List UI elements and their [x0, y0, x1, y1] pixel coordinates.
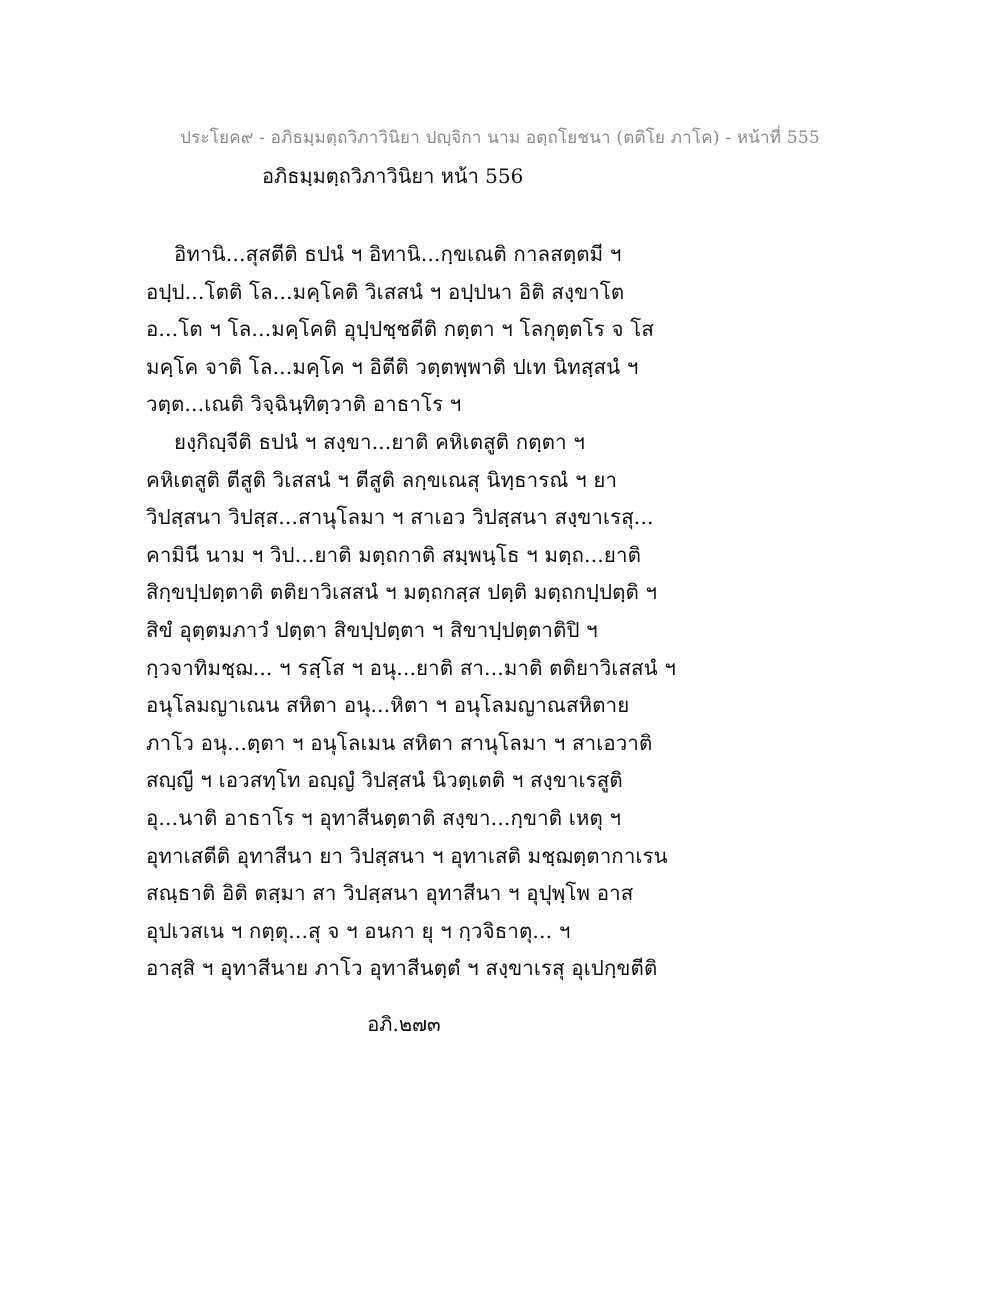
body-line: ภาโว อนุ...ตฺตา ฯ อนุโลเมน สหิตา สานุโลมา ฯ สาเอวาติ: [146, 730, 653, 755]
body-line: สิขํ อุตฺตมภาวํ ปตฺตา สิขปฺปตฺตา ฯ สิขาปฺปตฺตาติปิ ฯ: [146, 617, 598, 642]
page-footer: อภิ.๒๗๓: [367, 1012, 441, 1036]
body-line: อุ...นาติ อาธาโร ฯ อุทาสีนตฺตาติ สงฺขา...กฺขาติ เหตุ ฯ: [146, 805, 622, 830]
body-line: คหิเตสูติ ตีสูติ วิเสสนํ ฯ ตีสูติ ลกฺขเณสุ นิทฺธารณํ ฯ ยา: [146, 467, 618, 492]
running-header: ประโยค๙ - อภิธมฺมตฺถวิภาวินิยา ปญฺจิกา นาม อตฺถโยชนา (ตติโย ภาโค) - หน้าที่ 555: [180, 128, 820, 148]
body-text: [146, 236, 676, 988]
body-line: อนุโลมญาเณน สหิตา อนุ...หิตา ฯ อนุโลมญาณสหิตาย: [146, 693, 630, 718]
body-line: มคฺโค จาติ โล...มคฺโค ฯ อิตีติ วตฺตพฺพาติ ปเท นิทสฺสนํ ฯ: [146, 354, 639, 379]
body-line: ยงฺกิญฺจีติ ธปนํ ฯ สงฺขา...ยาติ คหิเตสูติ กตฺตา ฯ: [174, 429, 585, 454]
body-line: สิกฺขปฺปตฺตาติ ตติยาวิเสสนํ ฯ มตฺถกสฺส ปตฺติ มตฺถกปฺปตฺติ ฯ: [146, 580, 658, 605]
body-line: วิปสฺสนา วิปสฺส...สานุโลมา ฯ สาเอว วิปสฺสนา สงฺขาเรสุ...: [146, 505, 654, 530]
body-line: อิทานิ...สุสตีติ ธปนํ ฯ อิทานิ...กฺขเณติ กาลสตฺตมี ฯ: [174, 242, 622, 266]
body-line: กฺวจาทิมชฺฌ... ฯ รสฺโส ฯ อนุ...ยาติ สา...มาติ ตติยาวิเสสนํ ฯ: [146, 655, 676, 680]
body-line: อ...โต ฯ โล...มคฺโคติ อุปฺปชฺชตีติ กตฺตา ฯ โลกุตฺตโร จ โส: [146, 317, 654, 342]
body-line: อาสฺสิ ฯ อุทาสีนาย ภาโว อุทาสีนตฺตํ ฯ สงฺขาเรสุ อุเปกฺขตีติ: [146, 956, 658, 981]
body-line: สญฺญี ฯ เอวสทฺโท อญฺญํ วิปสฺสนํ นิวตฺเตติ ฯ สงฺขาเรสูติ: [146, 768, 623, 793]
body-line: สณฺธาติ อิติ ตสฺมา สา วิปสฺสนา อุทาสีนา ฯ อุปุพฺโพ อาส: [146, 881, 634, 906]
body-line: อปฺป...โตติ โล...มคฺโคติ วิเสสนํ ฯ อปฺปนา อิติ สงฺขาโต: [146, 279, 625, 304]
body-line: วตฺต...เณติ วิจฺฉินฺทิตฺวาติ อาธาโร ฯ: [146, 392, 462, 417]
body-line: คามินี นาม ฯ วิป...ยาติ มตฺถกาติ สมฺพนฺโธ ฯ มตฺถ...ยาติ: [146, 542, 642, 567]
body-line: อุทาเสตีติ อุทาสีนา ยา วิปสฺสนา ฯ อุทาเสติ มชฺฌตฺตากาเรน: [146, 843, 668, 868]
page-title: อภิธมฺมตฺถวิภาวินิยา หน้า 556: [262, 164, 524, 188]
body-line: อุปเวสเน ฯ กตฺตุ...สุ จ ฯ อนกา ยุ ฯ กฺวจิธาตุ... ฯ: [146, 918, 571, 943]
